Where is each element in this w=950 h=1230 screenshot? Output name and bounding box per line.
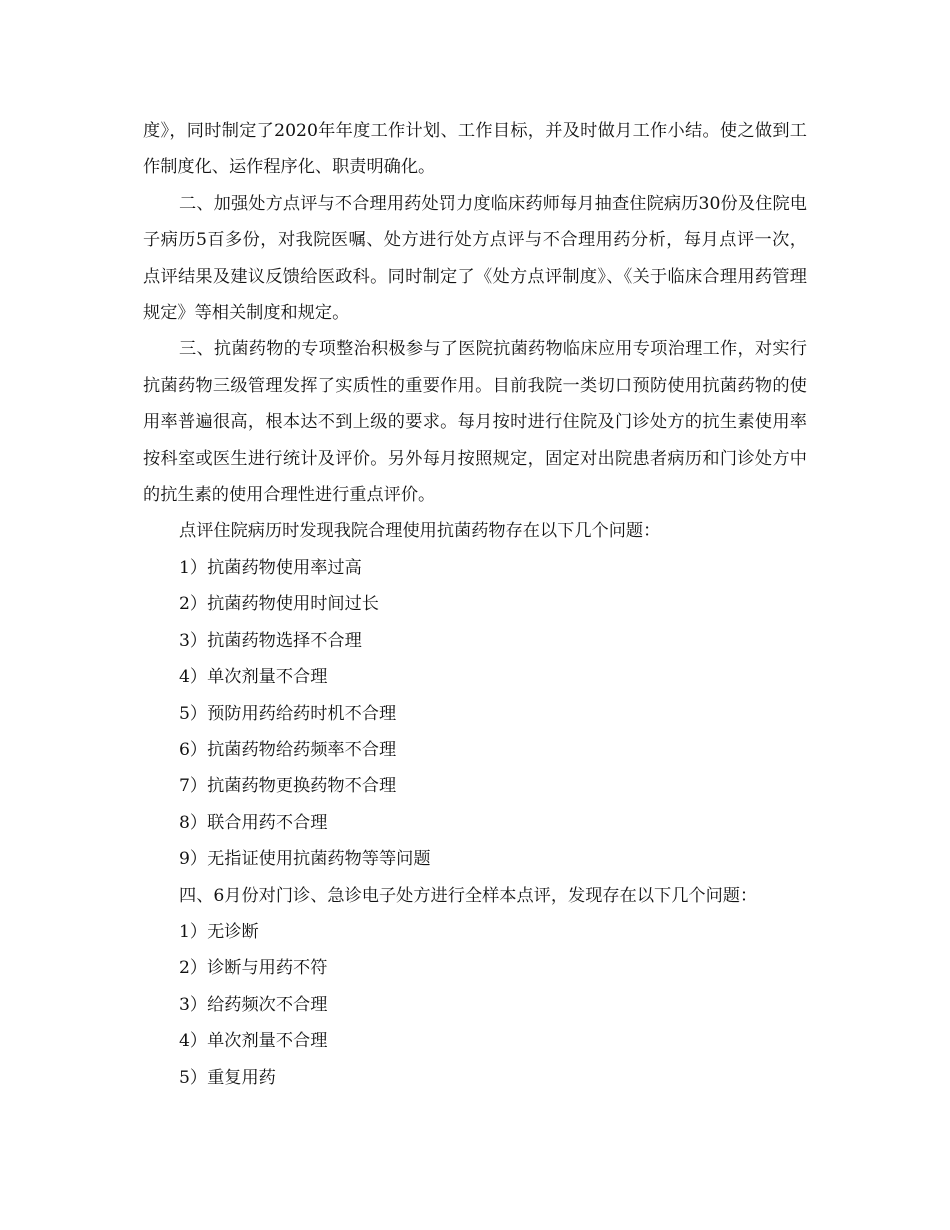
list-item: 3）抗菌药物选择不合理 <box>179 630 362 651</box>
prescription-issues-list <box>143 914 807 1096</box>
paragraph-section-four: 四、6月份对门诊、急诊电子处方进行全样本点评，发现存在以下几个问题： <box>179 885 758 906</box>
list-item: 1）抗菌药物使用率过高 <box>179 557 362 578</box>
list-item: 9）无指证使用抗菌药物等等问题 <box>179 849 431 870</box>
paragraph-section-three: 三、抗菌药物的专项整治积极参与了医院抗菌药物临床应用专项治理工作，对实行抗菌药物三级管理发挥了实质性的重要作用。目前我院一类切口预防使用抗菌药物的使用率普遍很高，根本达不到上级的要求。每月按时进行住院及门诊处方的抗生素使用率按科室或医生进行统计及评价。另外每月按照规定，固定对出院患者病历和门诊处方中的抗生素的使用合理性进行重点评价。 <box>143 339 807 506</box>
paragraph-continuation: 度》，同时制定了2020年年度工作计划、工作目标，并及时做月工作小结。使之做到工作制度化、运作程序化、职责明确化。 <box>143 121 807 178</box>
list-item: 5）预防用药给药时机不合理 <box>179 703 397 724</box>
list-item: 2）抗菌药物使用时间过长 <box>179 594 379 615</box>
paragraph-inpatient-review-intro: 点评住院病历时发现我院合理使用抗菌药物存在以下几个问题： <box>179 521 661 542</box>
inpatient-issues-list <box>143 550 807 878</box>
list-item: 7）抗菌药物更换药物不合理 <box>179 776 397 797</box>
list-item: 1）无诊断 <box>179 921 259 942</box>
list-item: 6）抗菌药物给药频率不合理 <box>179 739 397 760</box>
paragraph-section-two: 二、加强处方点评与不合理用药处罚力度临床药师每月抽查住院病历30份及住院电子病历5百多份，对我院医嘱、处方进行处方点评与不合理用药分析，每月点评一次，点评结果及建议反馈给医政科。同时制定了《处方点评制度》、《关于临床合理用药管理规定》等相关制度和规定。 <box>143 193 807 324</box>
list-item: 8）联合用药不合理 <box>179 812 328 833</box>
document-body <box>143 113 807 1096</box>
list-item: 4）单次剂量不合理 <box>179 667 328 688</box>
list-item: 3）给药频次不合理 <box>179 994 328 1015</box>
list-item: 5）重复用药 <box>179 1067 276 1088</box>
list-item: 4）单次剂量不合理 <box>179 1031 328 1052</box>
list-item: 2）诊断与用药不符 <box>179 958 328 979</box>
